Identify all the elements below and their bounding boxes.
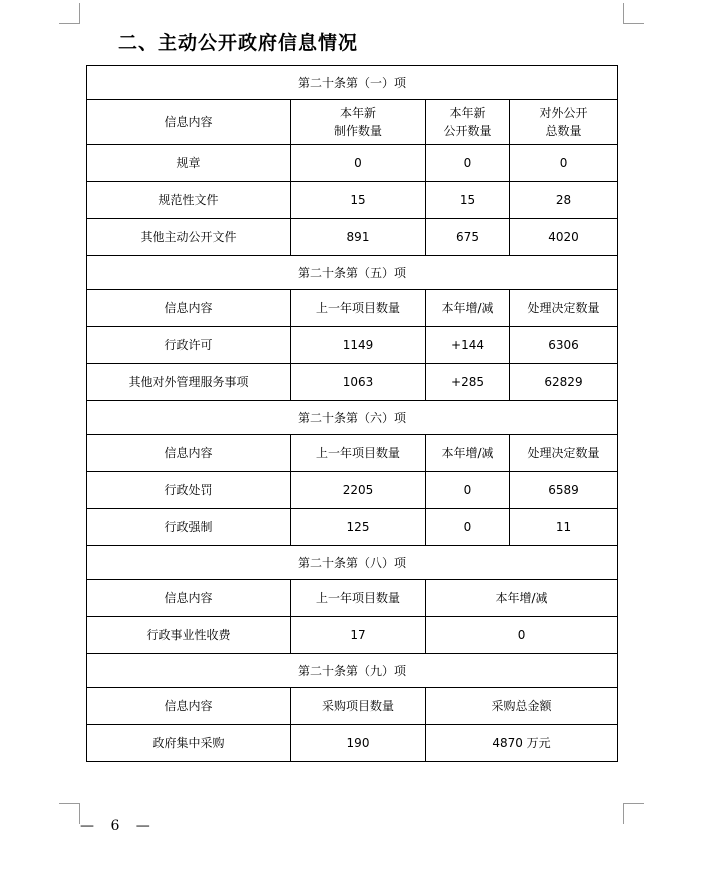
section-title-row [87,654,618,688]
row-label: 政府集中采购 [87,725,291,762]
header-row [87,100,618,145]
table-cell: 1149 [291,327,426,364]
row-label: 行政许可 [87,327,291,364]
header-cell: 处理决定数量 [510,435,618,472]
table-row [87,219,618,256]
table-cell: 675 [426,219,510,256]
header-cell: 信息内容 [87,290,291,327]
header-cell: 上一年项目数量 [291,435,426,472]
header-cell [510,100,618,145]
table-row [87,617,618,654]
table-cell: 1063 [291,364,426,401]
table-cell: 0 [426,472,510,509]
row-label: 行政处罚 [87,472,291,509]
section-title: 第二十条第（九）项 [87,654,618,688]
table-cell: 62829 [510,364,618,401]
section-title-row [87,546,618,580]
header-cell: 处理决定数量 [510,290,618,327]
section-title: 第二十条第（八）项 [87,546,618,580]
table-row [87,725,618,762]
public-info-table [86,65,618,762]
row-label: 行政强制 [87,509,291,546]
row-label: 其他主动公开文件 [87,219,291,256]
table-cell: 4870 万元 [426,725,618,762]
table-cell: 15 [291,182,426,219]
page-number: — 6 — [80,818,156,834]
header-cell: 信息内容 [87,100,291,145]
header-cell: 本年增/减 [426,290,510,327]
table-cell: 11 [510,509,618,546]
row-label: 规范性文件 [87,182,291,219]
header-row [87,435,618,472]
row-label: 行政事业性收费 [87,617,291,654]
table-cell: 0 [426,145,510,182]
table-cell: 0 [291,145,426,182]
table-cell: 0 [426,509,510,546]
section-title-row [87,256,618,290]
crop-mark-bottom-left [59,803,80,824]
header-line: 本年新 公开数量 [443,106,492,138]
row-label: 规章 [87,145,291,182]
table-row [87,182,618,219]
section-title-row [87,66,618,100]
header-row [87,290,618,327]
crop-mark-bottom-right [623,803,644,824]
section-title-row [87,401,618,435]
crop-mark-top-left [59,3,80,24]
table-row [87,472,618,509]
table-cell: 891 [291,219,426,256]
table-cell: +144 [426,327,510,364]
section-title: 第二十条第（六）项 [87,401,618,435]
section-heading: 二、主动公开政府信息情况 [118,32,359,54]
header-cell [426,100,510,145]
table-row [87,327,618,364]
header-row [87,688,618,725]
section-title: 第二十条第（五）项 [87,256,618,290]
header-cell: 上一年项目数量 [291,580,426,617]
table-row [87,509,618,546]
table-cell: 125 [291,509,426,546]
header-cell: 本年增/减 [426,435,510,472]
section-title: 第二十条第（一）项 [87,66,618,100]
table-cell: 28 [510,182,618,219]
header-cell: 采购项目数量 [291,688,426,725]
header-cell: 信息内容 [87,580,291,617]
header-line: 对外公开 总数量 [539,106,588,138]
table-cell: 6306 [510,327,618,364]
table-cell: 15 [426,182,510,219]
header-cell: 信息内容 [87,435,291,472]
table-cell: 4020 [510,219,618,256]
table-row [87,364,618,401]
header-line: 本年新 制作数量 [333,106,382,138]
header-cell: 本年增/减 [426,580,618,617]
table-cell: 6589 [510,472,618,509]
row-label: 其他对外管理服务事项 [87,364,291,401]
header-cell: 信息内容 [87,688,291,725]
table-cell: 190 [291,725,426,762]
table-row [87,145,618,182]
header-cell: 上一年项目数量 [291,290,426,327]
table-cell: 0 [510,145,618,182]
crop-mark-top-right [623,3,644,24]
table-cell: 17 [291,617,426,654]
header-row [87,580,618,617]
table-cell: 0 [426,617,618,654]
header-cell [291,100,426,145]
header-cell: 采购总金额 [426,688,618,725]
table-cell: +285 [426,364,510,401]
table-cell: 2205 [291,472,426,509]
